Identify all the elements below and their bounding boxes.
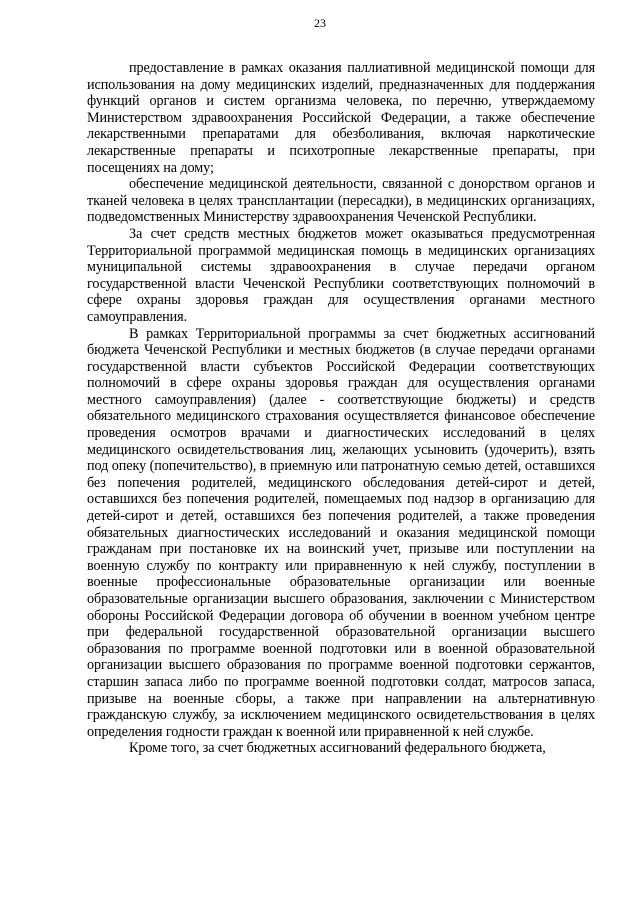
document-body: [87, 60, 595, 757]
paragraph-federal-budget: Кроме того, за счет бюджетных ассигнований федерального бюджета,: [129, 740, 546, 757]
paragraph-organ-donation: обеспечение медицинской деятельности, связанной с донорством органов и тканей человека в целях трансплантации (пересадки), в медицинских организациях, подведомственных Министерству здравоохранения Чеченской Республики.: [87, 176, 595, 226]
paragraph-local-budgets: За счет средств местных бюджетов может оказываться предусмотренная Территориальной программой медицинская помощь в медицинских организациях муниципальной системы здравоохранения в случае передачи органом государственной власти Чеченской Республики соответствующих полномочий в сфере охраны здоровья граждан для осуществления органами местного самоуправления.: [87, 225, 595, 325]
paragraph-palliative-care: предоставление в рамках оказания паллиативной медицинской помощи для использования на дому медицинских изделий, предназначенных для поддержания функций органов и систем организма человека, по перечню, утверждаемому Министерством здравоохранения Российской Федерации, а также обеспечение лекарственными препаратами для обезболивания, включая наркотические лекарственные препараты и психотропные лекарственные препараты, при посещениях на дому;: [87, 60, 595, 176]
page-number: 23: [314, 16, 326, 30]
paragraph-territorial-program: В рамках Территориальной программы за счет бюджетных ассигнований бюджета Чеченской Республики и местных бюджетов (в случае передачи органами государственной власти субъектов Российской Федерации соответствующих полномочий в сфере охраны здоровья граждан для осуществления органами местного самоуправления) (далее - соответствующие бюджеты) и средств обязательного медицинского страхования осуществляется финансовое обеспечение проведения осмотров врачами и диагностических исследований в целях медицинского освидетельствования лиц, желающих усыновить (удочерить), взять под опеку (попечительство), в приемную или патронатную семью детей, оставшихся без попечения родителей, медицинского обследования детей-сирот и детей, оставшихся без попечения родителей, помещаемых под надзор в организацию для детей-сирот и детей, оставшихся без попечения родителей, а также проведения обязательных диагностических исследований и оказания медицинской помощи гражданам при постановке их на воинский учет, призыве или поступлении на военную службу по контракту или приравненную к ней службу, поступлении в военные профессиональные образовательные организации или военные образовательные организации высшего образования, заключении с Министерством обороны Российской Федерации договора об обучении в военном учебном центре при федеральной государственной образовательной организации высшего образования по программе военной подготовки или в военной образовательной организации высшего образования по программе военной подготовки сержантов, старшин запаса либо по программе военной подготовки солдат, матросов запаса, призыве на военные сборы, а также при направлении на альтернативную гражданскую службу, за исключением медицинского освидетельствования в целях определения годности граждан к военной или приравненной к ней службе.: [87, 325, 595, 740]
